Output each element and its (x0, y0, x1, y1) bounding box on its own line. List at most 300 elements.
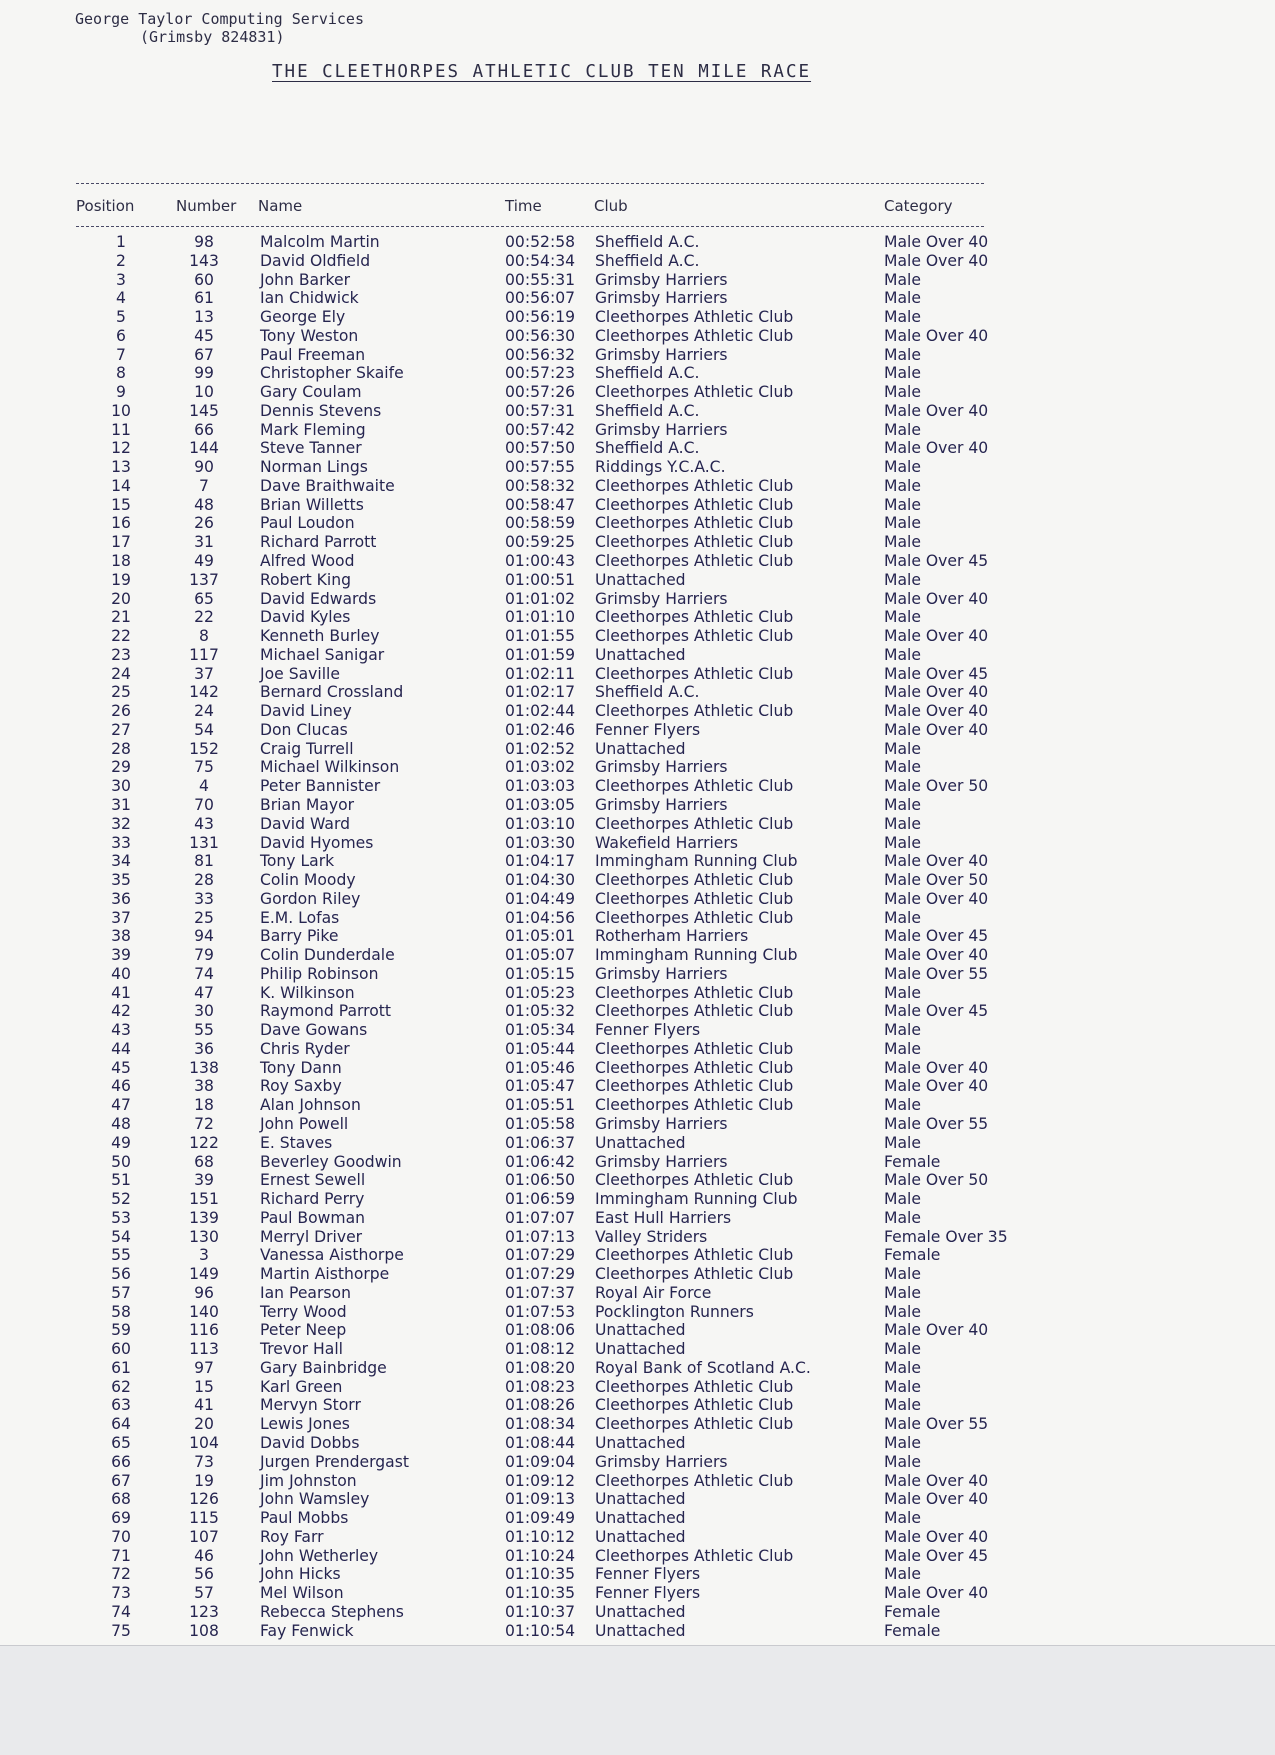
cell-name: Alfred Wood (260, 552, 355, 571)
cell-time: 00:59:25 (505, 533, 576, 552)
cell-name: Barry Pike (260, 927, 339, 946)
cell-time: 01:05:47 (505, 1077, 576, 1096)
cell-category: Male Over 40 (884, 627, 989, 646)
cell-position: 42 (111, 1002, 131, 1021)
cell-time: 01:04:30 (505, 871, 576, 890)
cell-time: 00:57:55 (505, 458, 576, 477)
cell-name: Tony Lark (260, 852, 335, 871)
cell-name: Peter Bannister (260, 777, 381, 796)
cell-name: Joe Saville (260, 664, 340, 683)
cell-number: 79 (194, 946, 214, 965)
cell-club: Unattached (595, 1490, 686, 1509)
cell-name: Dave Gowans (260, 1021, 368, 1040)
cell-time: 01:10:12 (505, 1527, 576, 1546)
cell-time: 01:05:15 (505, 964, 576, 983)
cell-time: 00:57:50 (505, 439, 576, 458)
cell-number: 55 (194, 1021, 214, 1040)
cell-position: 73 (111, 1584, 131, 1603)
cell-position: 34 (111, 852, 131, 871)
cell-category: Male (884, 1096, 921, 1115)
cell-category: Male (884, 458, 921, 477)
cell-number: 28 (194, 871, 214, 890)
cell-number: 116 (189, 1321, 219, 1340)
cell-position: 74 (111, 1602, 131, 1621)
cell-category: Male (884, 983, 921, 1002)
cell-position: 29 (111, 758, 131, 777)
col-header-time: Time (505, 197, 542, 215)
cell-club: Sheffield A.C. (595, 401, 700, 420)
cell-club: Cleethorpes Athletic Club (595, 777, 794, 796)
cell-club: Cleethorpes Athletic Club (595, 1246, 794, 1265)
cell-category: Male (884, 270, 921, 289)
cell-number: 97 (194, 1358, 214, 1377)
cell-position: 57 (111, 1283, 131, 1302)
cell-club: Grimsby Harriers (595, 758, 728, 777)
cell-time: 00:58:59 (505, 514, 576, 533)
cell-number: 18 (194, 1096, 214, 1115)
cell-category: Male Over 40 (884, 251, 989, 270)
cell-number: 137 (189, 570, 219, 589)
cell-club: Grimsby Harriers (595, 1452, 728, 1471)
cell-name: David Oldfield (260, 251, 371, 270)
cell-category: Male (884, 739, 921, 758)
cell-name: John Wamsley (260, 1490, 370, 1509)
cell-position: 18 (111, 552, 131, 571)
cell-club: Grimsby Harriers (595, 345, 728, 364)
cell-club: Cleethorpes Athletic Club (595, 1396, 794, 1415)
company-phone: (Grimsby 824831) (140, 28, 285, 46)
cell-name: Roy Farr (260, 1527, 324, 1546)
cell-category: Male (884, 1039, 921, 1058)
cell-name: Jim Johnston (260, 1471, 357, 1490)
cell-club: Cleethorpes Athletic Club (595, 1377, 794, 1396)
cell-number: 54 (194, 720, 214, 739)
cell-time: 01:05:46 (505, 1058, 576, 1077)
cell-number: 19 (194, 1471, 214, 1490)
cell-time: 01:07:29 (505, 1265, 576, 1284)
cell-category: Female (884, 1602, 941, 1621)
cell-category: Male Over 40 (884, 1527, 989, 1546)
cell-time: 00:54:34 (505, 251, 576, 270)
cell-number: 22 (194, 608, 214, 627)
cell-name: Vanessa Aisthorpe (260, 1246, 404, 1265)
cell-position: 48 (111, 1114, 131, 1133)
cell-name: Tony Dann (260, 1058, 342, 1077)
cell-name: John Wetherley (260, 1546, 379, 1565)
cell-category: Male Over 50 (884, 1171, 989, 1190)
cell-time: 00:56:07 (505, 289, 576, 308)
cell-time: 01:00:43 (505, 552, 576, 571)
cell-category: Female (884, 1152, 941, 1171)
cell-time: 01:09:12 (505, 1471, 576, 1490)
col-header-name: Name (258, 197, 303, 215)
cell-club: East Hull Harriers (595, 1208, 732, 1227)
cell-name: Craig Turrell (260, 739, 354, 758)
cell-position: 47 (111, 1096, 131, 1115)
cell-position: 13 (111, 458, 131, 477)
cell-position: 43 (111, 1021, 131, 1040)
cell-number: 81 (194, 852, 214, 871)
cell-category: Male (884, 758, 921, 777)
cell-category: Male (884, 1265, 921, 1284)
cell-position: 22 (111, 627, 131, 646)
cell-name: Paul Freeman (260, 345, 366, 364)
cell-number: 49 (194, 552, 214, 571)
cell-time: 01:08:26 (505, 1396, 576, 1415)
cell-club: Cleethorpes Athletic Club (595, 552, 794, 571)
cell-time: 01:02:52 (505, 739, 576, 758)
cell-number: 113 (189, 1340, 219, 1359)
cell-club: Cleethorpes Athletic Club (595, 1077, 794, 1096)
cell-time: 01:10:24 (505, 1546, 576, 1565)
cell-number: 107 (189, 1527, 219, 1546)
cell-name: David Hyomes (260, 833, 374, 852)
cell-position: 38 (111, 927, 131, 946)
cell-name: Tony Weston (260, 326, 359, 345)
cell-category: Male Over 45 (884, 1546, 989, 1565)
cell-number: 3 (199, 1246, 209, 1265)
cell-name: Fay Fenwick (260, 1621, 354, 1640)
cell-position: 68 (111, 1490, 131, 1509)
cell-category: Male (884, 570, 921, 589)
cell-number: 61 (194, 289, 214, 308)
cell-category: Male (884, 1565, 921, 1584)
cell-club: Cleethorpes Athletic Club (595, 1096, 794, 1115)
cell-category: Male Over 40 (884, 326, 989, 345)
cell-position: 20 (111, 589, 131, 608)
cell-position: 31 (111, 795, 131, 814)
cell-club: Grimsby Harriers (595, 1114, 728, 1133)
cell-position: 6 (116, 326, 126, 345)
cell-number: 10 (194, 383, 214, 402)
cell-time: 00:58:47 (505, 495, 576, 514)
cell-club: Cleethorpes Athletic Club (595, 514, 794, 533)
cell-club: Cleethorpes Athletic Club (595, 533, 794, 552)
cell-category: Male Over 40 (884, 589, 989, 608)
cell-position: 24 (111, 664, 131, 683)
cell-time: 00:56:19 (505, 308, 576, 327)
cell-name: Terry Wood (260, 1302, 347, 1321)
cell-name: Brian Mayor (260, 795, 355, 814)
cell-time: 01:05:34 (505, 1021, 576, 1040)
cell-name: Don Clucas (260, 720, 348, 739)
cell-number: 47 (194, 983, 214, 1002)
cell-category: Male Over 50 (884, 871, 989, 890)
cell-number: 152 (189, 739, 219, 758)
cell-position: 30 (111, 777, 131, 796)
cell-time: 01:02:46 (505, 720, 576, 739)
cell-time: 01:07:53 (505, 1302, 576, 1321)
cell-category: Male Over 40 (884, 1490, 989, 1509)
cell-club: Unattached (595, 1321, 686, 1340)
cell-time: 01:09:04 (505, 1452, 576, 1471)
cell-position: 61 (111, 1358, 131, 1377)
col-header-position: Position (76, 197, 135, 215)
cell-position: 19 (111, 570, 131, 589)
cell-category: Male (884, 289, 921, 308)
cell-position: 5 (116, 308, 126, 327)
cell-club: Cleethorpes Athletic Club (595, 326, 794, 345)
cell-club: Immingham Running Club (595, 946, 798, 965)
cell-time: 01:04:17 (505, 852, 576, 871)
cell-category: Male Over 45 (884, 927, 989, 946)
cell-name: Paul Bowman (260, 1208, 366, 1227)
cell-time: 01:08:34 (505, 1415, 576, 1434)
cell-category: Male (884, 608, 921, 627)
cell-club: Unattached (595, 570, 686, 589)
cell-time: 01:06:37 (505, 1133, 576, 1152)
cell-time: 01:04:49 (505, 889, 576, 908)
cell-club: Cleethorpes Athletic Club (595, 608, 794, 627)
cell-position: 8 (116, 364, 126, 383)
cell-name: Brian Willetts (260, 495, 364, 514)
cell-position: 50 (111, 1152, 131, 1171)
cell-club: Cleethorpes Athletic Club (595, 702, 794, 721)
cell-time: 01:06:59 (505, 1190, 576, 1209)
cell-club: Fenner Flyers (595, 720, 701, 739)
cell-position: 15 (111, 495, 131, 514)
cell-time: 01:04:56 (505, 908, 576, 927)
cell-club: Cleethorpes Athletic Club (595, 664, 794, 683)
cell-name: Peter Neep (260, 1321, 347, 1340)
cell-position: 54 (111, 1227, 131, 1246)
cell-number: 142 (189, 683, 219, 702)
cell-category: Male (884, 1302, 921, 1321)
cell-club: Unattached (595, 1133, 686, 1152)
cell-category: Male Over 40 (884, 889, 989, 908)
cell-number: 149 (189, 1265, 219, 1284)
cell-number: 104 (189, 1434, 219, 1452)
cell-category: Male (884, 645, 921, 664)
cell-club: Immingham Running Club (595, 1190, 798, 1209)
cell-time: 00:56:32 (505, 345, 576, 364)
cell-club: Grimsby Harriers (595, 289, 728, 308)
col-header-number: Number (176, 197, 237, 215)
cell-time: 01:02:11 (505, 664, 576, 683)
cell-club: Cleethorpes Athletic Club (595, 476, 794, 495)
cell-position: 41 (111, 983, 131, 1002)
cell-number: 94 (194, 927, 214, 946)
cell-number: 36 (194, 1039, 214, 1058)
cell-category: Male (884, 364, 921, 383)
cell-name: Ernest Sewell (260, 1171, 366, 1190)
cell-position: 37 (111, 908, 131, 927)
cell-name: Christopher Skaife (260, 364, 404, 383)
cell-number: 45 (194, 326, 214, 345)
cell-category: Male (884, 345, 921, 364)
cell-time: 01:10:35 (505, 1565, 576, 1584)
cell-number: 38 (194, 1077, 214, 1096)
cell-position: 45 (111, 1058, 131, 1077)
cell-club: Sheffield A.C. (595, 233, 700, 251)
cell-name: E.M. Lofas (260, 908, 340, 927)
cell-time: 01:00:51 (505, 570, 576, 589)
cell-number: 75 (194, 758, 214, 777)
cell-number: 73 (194, 1452, 214, 1471)
cell-position: 35 (111, 871, 131, 890)
cell-position: 25 (111, 683, 131, 702)
cell-category: Male Over 40 (884, 1471, 989, 1490)
header-rule (76, 226, 984, 227)
cell-position: 39 (111, 946, 131, 965)
cell-category: Male (884, 1190, 921, 1209)
cell-number: 26 (194, 514, 214, 533)
cell-category: Male (884, 1021, 921, 1040)
cell-club: Cleethorpes Athletic Club (595, 1058, 794, 1077)
cell-name: Mel Wilson (260, 1584, 344, 1603)
cell-name: Richard Parrott (260, 533, 377, 552)
cell-name: Colin Moody (260, 871, 356, 890)
cell-time: 01:05:58 (505, 1114, 576, 1133)
cell-category: Male Over 45 (884, 664, 989, 683)
cell-number: 31 (194, 533, 214, 552)
cell-number: 15 (194, 1377, 214, 1396)
cell-number: 48 (194, 495, 214, 514)
cell-name: Gary Bainbridge (260, 1358, 387, 1377)
cell-position: 28 (111, 739, 131, 758)
cell-number: 126 (189, 1490, 219, 1509)
cell-category: Male Over 50 (884, 777, 989, 796)
cell-position: 58 (111, 1302, 131, 1321)
cell-category: Male (884, 1340, 921, 1359)
cell-position: 52 (111, 1190, 131, 1209)
cell-number: 25 (194, 908, 214, 927)
cell-club: Grimsby Harriers (595, 420, 728, 439)
cell-name: Bernard Crossland (260, 683, 404, 702)
cell-name: Rebecca Stephens (260, 1602, 404, 1621)
cell-club: Cleethorpes Athletic Club (595, 889, 794, 908)
cell-club: Immingham Running Club (595, 852, 798, 871)
cell-time: 01:06:42 (505, 1152, 576, 1171)
cell-number: 143 (189, 251, 219, 270)
cell-name: John Hicks (260, 1565, 341, 1584)
cell-category: Male (884, 1452, 921, 1471)
cell-category: Male (884, 1434, 921, 1452)
cell-position: 66 (111, 1452, 131, 1471)
cell-number: 7 (199, 476, 209, 495)
cell-number: 151 (189, 1190, 219, 1209)
cell-number: 24 (194, 702, 214, 721)
cell-name: Martin Aisthorpe (260, 1265, 390, 1284)
cell-name: John Powell (260, 1114, 349, 1133)
cell-club: Unattached (595, 645, 686, 664)
cell-time: 01:05:23 (505, 983, 576, 1002)
cell-club: Cleethorpes Athletic Club (595, 1415, 794, 1434)
cell-category: Male Over 40 (884, 233, 989, 251)
cell-club: Cleethorpes Athletic Club (595, 1171, 794, 1190)
cell-time: 01:07:07 (505, 1208, 576, 1227)
cell-name: Ian Pearson (260, 1283, 351, 1302)
cell-number: 33 (194, 889, 214, 908)
cell-name: Paul Mobbs (260, 1509, 349, 1528)
cell-time: 01:01:10 (505, 608, 576, 627)
cell-club: Unattached (595, 1509, 686, 1528)
cell-name: Roy Saxby (260, 1077, 342, 1096)
cell-number: 67 (194, 345, 214, 364)
cell-name: Norman Lings (260, 458, 368, 477)
cell-position: 51 (111, 1171, 131, 1190)
cell-position: 17 (111, 533, 131, 552)
cell-number: 139 (189, 1208, 219, 1227)
cell-number: 60 (194, 270, 214, 289)
cell-category: Male (884, 383, 921, 402)
cell-time: 01:02:44 (505, 702, 576, 721)
company-name: George Taylor Computing Services (75, 10, 364, 28)
cell-category: Male (884, 1208, 921, 1227)
cell-club: Cleethorpes Athletic Club (595, 908, 794, 927)
cell-category: Male Over 40 (884, 683, 989, 702)
cell-time: 01:10:35 (505, 1584, 576, 1603)
cell-time: 01:05:32 (505, 1002, 576, 1021)
cell-position: 32 (111, 814, 131, 833)
cell-name: Merryl Driver (260, 1227, 363, 1246)
cell-name: Richard Perry (260, 1190, 365, 1209)
cell-name: Dave Braithwaite (260, 476, 395, 495)
cell-time: 01:03:02 (505, 758, 576, 777)
cell-number: 46 (194, 1546, 214, 1565)
cell-number: 65 (194, 589, 214, 608)
cell-time: 00:55:31 (505, 270, 576, 289)
cell-position: 49 (111, 1133, 131, 1152)
page-title: THE CLEETHORPES ATHLETIC CLUB TEN MILE RACE (272, 62, 812, 82)
cell-time: 00:52:58 (505, 233, 576, 251)
cell-position: 11 (111, 420, 131, 439)
cell-position: 69 (111, 1509, 131, 1528)
cell-number: 145 (189, 401, 219, 420)
cell-number: 4 (199, 777, 209, 796)
cell-club: Unattached (595, 1527, 686, 1546)
cell-position: 23 (111, 645, 131, 664)
cell-category: Male (884, 1396, 921, 1415)
cell-time: 01:01:02 (505, 589, 576, 608)
cell-name: K. Wilkinson (260, 983, 355, 1002)
cell-category: Male Over 40 (884, 946, 989, 965)
cell-number: 68 (194, 1152, 214, 1171)
cell-position: 75 (111, 1621, 131, 1640)
cell-number: 70 (194, 795, 214, 814)
cell-position: 12 (111, 439, 131, 458)
cell-club: Unattached (595, 1340, 686, 1359)
cell-position: 7 (116, 345, 126, 364)
cell-number: 20 (194, 1415, 214, 1434)
cell-position: 71 (111, 1546, 131, 1565)
cell-club: Cleethorpes Athletic Club (595, 1039, 794, 1058)
cell-name: Chris Ryder (260, 1039, 350, 1058)
cell-name: John Barker (260, 270, 351, 289)
cell-time: 01:10:37 (505, 1602, 576, 1621)
cell-number: 131 (189, 833, 219, 852)
cell-position: 21 (111, 608, 131, 627)
cell-time: 00:57:42 (505, 420, 576, 439)
cell-club: Sheffield A.C. (595, 683, 700, 702)
cell-time: 01:08:23 (505, 1377, 576, 1396)
cell-position: 9 (116, 383, 126, 402)
cell-position: 56 (111, 1265, 131, 1284)
cell-time: 00:57:23 (505, 364, 576, 383)
cell-club: Cleethorpes Athletic Club (595, 1471, 794, 1490)
cell-name: Malcolm Martin (260, 233, 380, 251)
cell-time: 01:06:50 (505, 1171, 576, 1190)
cell-name: Paul Loudon (260, 514, 355, 533)
cell-position: 3 (116, 270, 126, 289)
cell-number: 123 (189, 1602, 219, 1621)
cell-category: Male (884, 814, 921, 833)
cell-time: 01:08:44 (505, 1434, 576, 1452)
cell-category: Male Over 40 (884, 401, 989, 420)
cell-number: 41 (194, 1396, 214, 1415)
cell-category: Male Over 40 (884, 720, 989, 739)
cell-number: 108 (189, 1621, 219, 1640)
